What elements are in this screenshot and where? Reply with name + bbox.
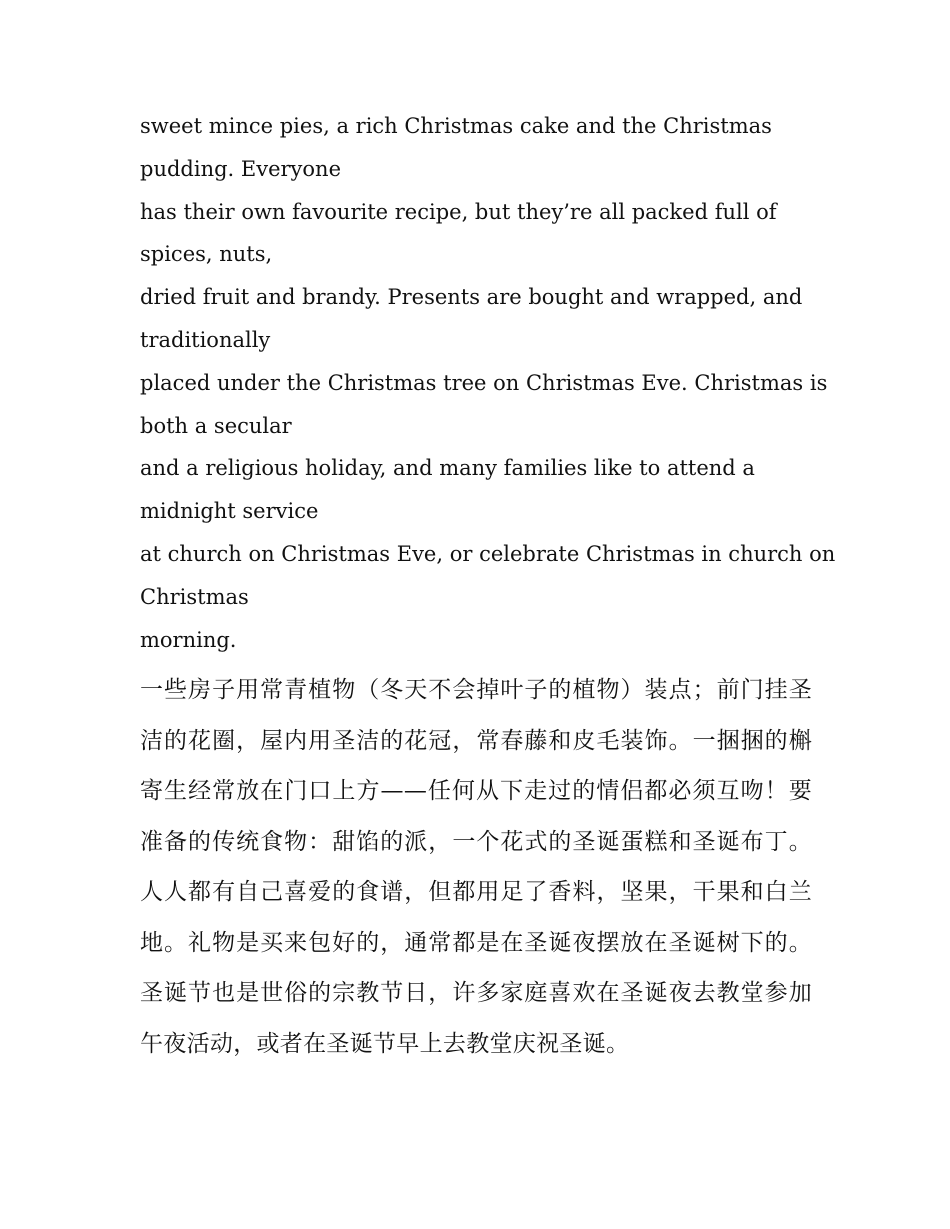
english-text-block [140,105,836,661]
english-line: traditionally [140,327,271,352]
english-line: dried fruit and brandy. Presents are bought and wrapped, and [140,285,803,310]
english-line: at church on Christmas Eve, or celebrate Christmas in church on [140,541,836,566]
english-line: pudding. Everyone [140,156,342,181]
english-line: morning. [140,627,237,652]
english-line: midnight service [140,499,319,524]
english-line: and a religious holiday, and many families like to attend a [140,456,755,481]
english-line: both a secular [140,413,292,438]
english-line: sweet mince pies, a rich Christmas cake and the Christmas [140,114,772,138]
english-line: placed under the Christmas tree on Christmas Eve. Christmas is [140,370,828,395]
english-line: has their own favourite recipe, but they’re all packed full of [140,199,777,224]
chinese-paragraph: 一些房子用常青植物（冬天不会掉叶子的植物）装点；前门挂圣洁的花圈，屋内用圣洁的花冠，常春藤和皮毛装饰。一捆捆的槲寄生经常放在门口上方——任何从下走过的情侣都必须互吻！要准备的传统食物：甜馅的派，一个花式的圣诞蛋糕和圣诞布丁。人人都有自己喜爱的食谱，但都用足了香料，坚果，干果和白兰地。礼物是买来包好的，通常都是在圣诞夜摆放在圣诞树下的。圣诞节也是世俗的宗教节日，许多家庭喜欢在圣诞夜去教堂参加午夜活动，或者在圣诞节早上去教堂庆祝圣诞。 [140,677,812,1057]
english-line: spices, nuts, [140,242,273,267]
english-line: Christmas [140,584,249,609]
document-page [140,105,836,1069]
